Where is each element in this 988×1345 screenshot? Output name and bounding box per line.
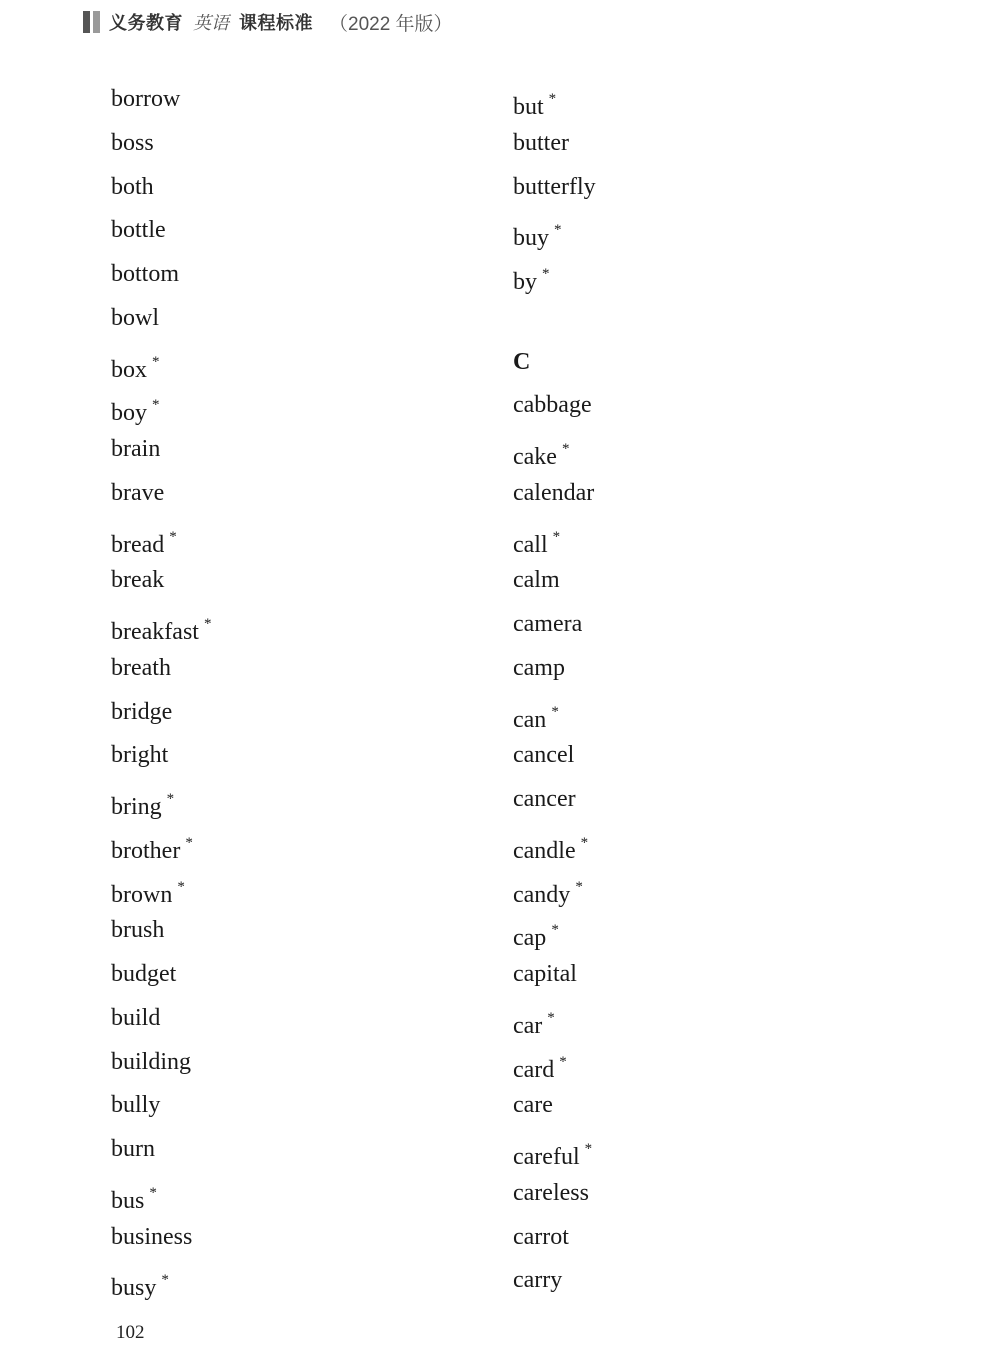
word-text: bully <box>111 1092 161 1119</box>
word-entry <box>111 559 211 603</box>
word-text: both <box>111 173 154 200</box>
word-text: cancel <box>513 742 575 769</box>
word-text: camera <box>513 611 583 637</box>
word-entry <box>513 559 596 603</box>
word-entry <box>111 516 211 560</box>
letter-heading <box>513 341 596 385</box>
word-entry <box>513 384 596 428</box>
word-text: bring <box>111 794 162 820</box>
word-entry <box>513 603 596 647</box>
header-subject: 英语 <box>193 13 229 33</box>
word-entry <box>513 78 596 122</box>
word-entry <box>513 1128 596 1172</box>
word-text: bridge <box>111 698 173 725</box>
word-text: butter <box>513 129 569 156</box>
asterisk-mark: * <box>561 441 570 457</box>
word-text: bottom <box>111 261 180 287</box>
asterisk-mark: * <box>177 878 185 895</box>
header-standard: 课程标准 <box>239 13 313 33</box>
word-entry <box>111 603 211 647</box>
word-text: car <box>513 1012 543 1039</box>
word-entry <box>111 866 211 910</box>
word-text: bottle <box>111 217 166 244</box>
asterisk-mark: * <box>554 222 562 239</box>
header-title: 义务教育 <box>109 13 183 33</box>
word-text: by <box>513 269 537 295</box>
word-entry <box>513 997 596 1041</box>
word-entry <box>111 909 211 953</box>
header-edition: （2022 年版） <box>329 13 453 35</box>
word-entry <box>111 691 211 735</box>
word-entry <box>513 734 596 778</box>
asterisk-mark: * <box>552 528 561 545</box>
word-text: brother <box>111 837 181 864</box>
asterisk-mark: * <box>548 91 557 107</box>
asterisk-mark: * <box>152 353 160 370</box>
word-entry <box>111 1084 211 1128</box>
word-entry <box>111 472 211 516</box>
asterisk-mark: * <box>203 616 212 632</box>
word-entry <box>513 209 596 253</box>
word-text: budget <box>111 961 177 987</box>
word-text: break <box>111 567 165 594</box>
asterisk-mark: * <box>580 834 589 851</box>
word-text: care <box>513 1092 553 1119</box>
word-text: building <box>111 1048 192 1075</box>
word-text: capital <box>513 961 577 987</box>
asterisk-mark: * <box>185 834 193 851</box>
word-text: bright <box>111 742 169 769</box>
word-text: card <box>513 1056 555 1083</box>
word-text: breakfast <box>111 619 199 645</box>
word-text: camp <box>513 654 565 681</box>
word-text: bowl <box>111 304 159 331</box>
word-entry <box>111 953 211 997</box>
word-entry <box>111 734 211 778</box>
word-entry <box>111 778 211 822</box>
word-text: cake <box>513 444 557 470</box>
word-entry <box>513 122 596 166</box>
word-text: C <box>513 348 531 375</box>
word-entry <box>111 384 211 428</box>
word-entry <box>513 691 596 735</box>
word-text: butterfly <box>513 173 596 200</box>
asterisk-mark: * <box>584 1141 593 1157</box>
asterisk-mark: * <box>551 922 559 939</box>
word-list-right-column <box>513 78 596 1303</box>
word-entry <box>111 122 211 166</box>
word-text: brave <box>111 479 165 506</box>
word-text: brown <box>111 881 173 908</box>
word-text: call <box>513 531 548 558</box>
asterisk-mark: * <box>166 791 175 807</box>
word-entry <box>513 516 596 560</box>
asterisk-mark: * <box>149 1184 157 1201</box>
asterisk-mark: * <box>161 1272 169 1289</box>
word-entry <box>513 253 596 297</box>
word-entry <box>513 866 596 910</box>
word-entry <box>513 1041 596 1085</box>
word-entry <box>513 822 596 866</box>
word-entry <box>513 1172 596 1216</box>
word-text: build <box>111 1004 161 1031</box>
asterisk-mark: * <box>169 528 177 545</box>
word-entry <box>111 1259 211 1303</box>
word-text: box <box>111 356 147 383</box>
asterisk-mark: * <box>547 1009 555 1026</box>
asterisk-mark: * <box>152 397 160 414</box>
word-text: candle <box>513 837 576 864</box>
word-entry <box>111 78 211 122</box>
word-text: cap <box>513 925 547 952</box>
word-text: cancer <box>513 786 576 812</box>
word-text: carry <box>513 1267 563 1294</box>
asterisk-mark: * <box>559 1053 567 1070</box>
word-text: careless <box>513 1179 589 1206</box>
word-text: buy <box>513 225 549 252</box>
word-entry <box>111 1216 211 1260</box>
word-text: can <box>513 706 547 733</box>
word-entry <box>111 1128 211 1172</box>
word-entry <box>513 472 596 516</box>
word-entry <box>513 166 596 210</box>
word-list-left-column <box>111 78 211 1303</box>
header-bars-icon <box>83 11 100 33</box>
word-text: careful <box>513 1144 580 1170</box>
word-text: busy <box>111 1275 157 1302</box>
word-entry <box>111 1041 211 1085</box>
word-entry <box>513 909 596 953</box>
word-entry <box>513 953 596 997</box>
word-entry <box>111 166 211 210</box>
word-text: boss <box>111 129 154 156</box>
word-text: cabbage <box>513 392 592 419</box>
word-entry <box>513 1216 596 1260</box>
word-entry <box>111 253 211 297</box>
word-entry <box>111 297 211 341</box>
word-text: borrow <box>111 86 181 112</box>
page-number: 102 <box>116 1322 145 1343</box>
word-entry <box>111 822 211 866</box>
word-entry <box>111 341 211 385</box>
word-entry <box>111 647 211 691</box>
asterisk-mark: * <box>551 703 559 720</box>
word-text: candy <box>513 881 571 908</box>
word-entry <box>111 428 211 472</box>
word-entry <box>513 1084 596 1128</box>
blank-row <box>513 297 596 341</box>
word-text: burn <box>111 1136 155 1162</box>
word-text: calm <box>513 567 560 594</box>
asterisk-mark: * <box>542 266 550 282</box>
word-text: brain <box>111 436 161 462</box>
word-entry <box>111 209 211 253</box>
word-text: calendar <box>513 479 595 506</box>
word-entry <box>513 778 596 822</box>
word-entry <box>111 997 211 1041</box>
word-text: carrot <box>513 1223 569 1250</box>
word-text: bus <box>111 1187 145 1214</box>
word-text: business <box>111 1223 193 1250</box>
word-entry <box>513 647 596 691</box>
word-text: but <box>513 94 544 120</box>
word-text: brush <box>111 917 165 944</box>
word-text: boy <box>111 400 147 427</box>
word-text: breath <box>111 654 171 681</box>
word-entry <box>513 428 596 472</box>
word-entry <box>111 1172 211 1216</box>
running-header <box>83 9 453 35</box>
asterisk-mark: * <box>575 878 583 895</box>
word-entry <box>513 1259 596 1303</box>
word-text: bread <box>111 531 165 558</box>
